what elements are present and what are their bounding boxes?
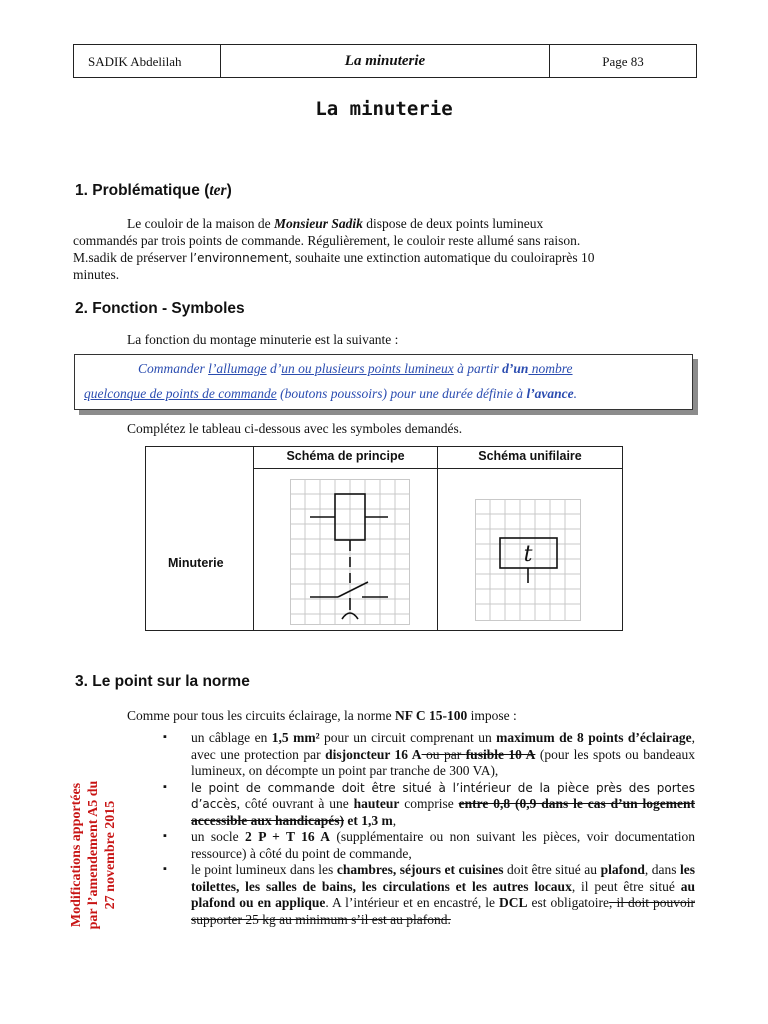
- definition-line-2: quelconque de points de commande (boutons poussoirs) pour une durée définie à l’avance.: [84, 386, 578, 401]
- s3-intro: Comme pour tous les circuits éclairage, la norme NF C 15-100 impose :: [127, 708, 517, 723]
- s2-intro: La fonction du montage minuterie est la suivante :: [127, 332, 399, 347]
- row-label-minuterie: Minuterie: [168, 556, 224, 570]
- header-author: SADIK Abdelilah: [74, 45, 221, 77]
- norm-list: [163, 730, 695, 928]
- principle-diagram: [290, 479, 410, 625]
- s1-line-1: Le couloir de la maison de Monsieur Sadik dispose de deux points lumineux: [127, 216, 544, 231]
- section-2-heading: 2. Fonction - Symboles: [75, 300, 245, 317]
- single-line-diagram: [475, 499, 581, 621]
- definition-box: [74, 354, 693, 410]
- header-table: [73, 44, 697, 78]
- list-item: ▪ le point lumineux dans les chambres, séjours et cuisines doit être situé au plafond, dans les toilettes, les salles de bains, les circulations et les autres locaux, il peut être situé au plafond ou en applique. A l’intérieur et en encastré, le DCL est obligatoire, il doit pouvoir supporter 25 kg au minimum s’il est au plafond.: [163, 862, 695, 927]
- symbol-table: [145, 446, 623, 631]
- s1-line-2: commandés par trois points de commande. Régulièrement, le couloir reste allumé sans raison.: [73, 233, 581, 248]
- s1-line-4: minutes.: [73, 267, 120, 282]
- page-title: La minuterie: [315, 98, 453, 120]
- list-item: ▪ un socle 2 P + T 16 A (supplémentaire ou non suivant les pièces, voir documentation ressource) à côté du point de commande,: [163, 829, 695, 861]
- section-3-heading: 3. Le point sur la norme: [75, 673, 250, 690]
- list-item: ▪ un câblage en 1,5 mm² pour un circuit comprenant un maximum de 8 points d’éclairage, avec une protection par disjoncteur 16 A ou par fusible 10 A (pour les spots ou bandeaux lumineux, on décompte un point par tranche de 300 VA),: [163, 730, 696, 778]
- header-page: Page 83: [602, 54, 644, 69]
- amendment-side-note: Modifications apportées par l’amendement A5 du 27 novembre 2015: [69, 780, 118, 930]
- col-header-unifilaire: Schéma unifilaire: [478, 449, 582, 463]
- list-item: ▪ le point de commande doit être situé à l’intérieur de la pièce près des portes d’accès, côté ouvrant à une hauteur comprise entre 0,8 (0,9 dans le cas d’un logement accessible aux handicapés) et 1,3 m,: [163, 780, 695, 828]
- header-title: La minuterie: [221, 45, 550, 77]
- symbol-letter-t: t: [523, 542, 533, 567]
- s1-line-3: M.sadik de préserver l’environnement, souhaite une extinction automatique du couloiraprès 10: [73, 250, 595, 265]
- section-1-heading: 1. Problématique (ter): [75, 182, 232, 199]
- definition-line-1: Commander l’allumage d’un ou plusieurs points lumineux à partir d’un nombre: [138, 361, 573, 376]
- col-header-principe: Schéma de principe: [286, 449, 405, 463]
- table-instruction: Complétez le tableau ci-dessous avec les symboles demandés.: [127, 421, 463, 436]
